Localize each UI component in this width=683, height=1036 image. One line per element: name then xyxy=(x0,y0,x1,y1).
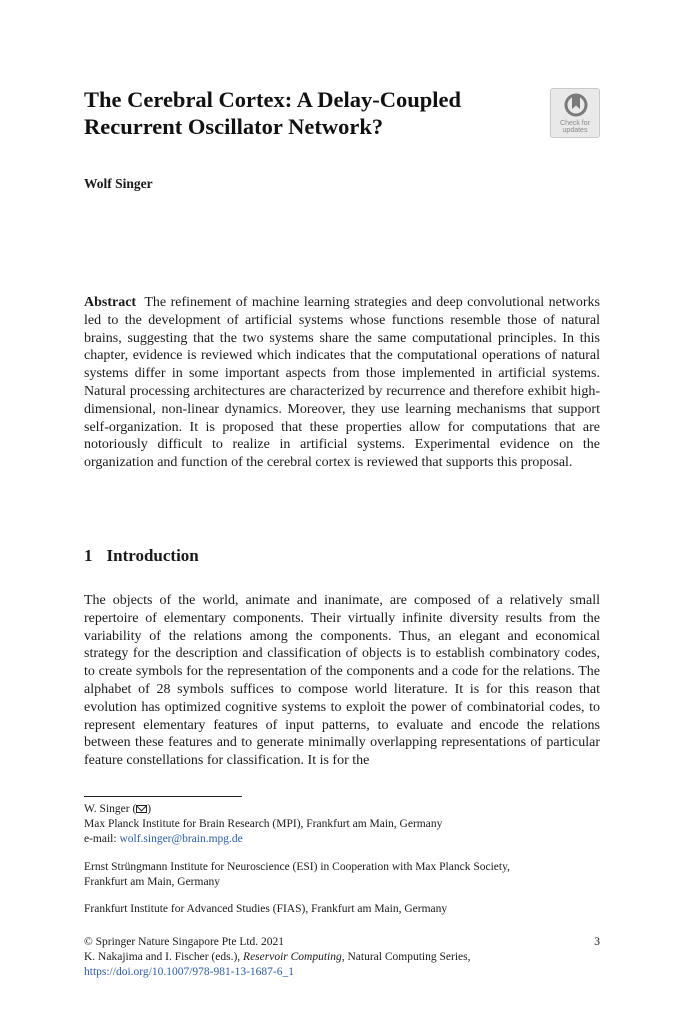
corresponding-author: W. Singer ( xyxy=(84,803,137,815)
corresponding-author-line xyxy=(84,802,604,817)
affiliation-mpi: Max Planck Institute for Brain Research (MPI), Frankfurt am Main, Germany xyxy=(84,817,443,830)
updates-label: updates xyxy=(562,127,588,134)
footnote-divider xyxy=(84,796,242,797)
abstract-label: Abstract xyxy=(84,295,137,310)
doi-link[interactable]: https://doi.org/10.1007/978-981-13-1687-6_1 xyxy=(84,965,294,978)
copyright-line: © Springer Nature Singapore Pte Ltd. 2021 xyxy=(84,936,285,948)
abstract xyxy=(84,294,600,472)
doi-line xyxy=(84,965,470,980)
section-number: 1 xyxy=(84,546,93,565)
series-name: , Natural Computing Series, xyxy=(341,950,471,963)
editors: K. Nakajima and I. Fischer (eds.), xyxy=(84,950,244,963)
email-label: e-mail: xyxy=(84,832,120,845)
email-link[interactable]: wolf.singer@brain.mpg.de xyxy=(119,832,243,845)
affiliation-esi-line2: Frankfurt am Main, Germany xyxy=(84,875,221,888)
affiliation-esi-line1: Ernst Strüngmann Institute for Neuroscience (ESI) in Cooperation with Max Planck Society, xyxy=(84,861,510,873)
book-citation xyxy=(84,950,470,965)
envelope-icon xyxy=(136,805,147,813)
check-for-label: Check for xyxy=(560,120,590,127)
paper-title: The Cerebral Cortex: A Delay-Coupled Recurrent Oscillator Network? xyxy=(84,87,462,139)
section-title: Introduction xyxy=(106,546,199,565)
affiliation-fias: Frankfurt Institute for Advanced Studies (FIAS), Frankfurt am Main, Germany xyxy=(84,903,448,915)
check-for-updates-badge[interactable] xyxy=(550,88,600,138)
page-number: 3 xyxy=(594,936,600,948)
author-name: Wolf Singer xyxy=(84,176,153,191)
corresponding-author-end: ) xyxy=(147,803,152,815)
book-title: Reservoir Computing xyxy=(243,950,342,963)
crossmark-icon xyxy=(563,92,589,118)
footnote-contact xyxy=(84,802,604,846)
copyright-block xyxy=(84,935,470,979)
section-heading xyxy=(84,546,199,566)
introduction-paragraph: The objects of the world, animate and inanimate, are composed of a relatively small repertoire of elementary components. Their virtually infinite diversity results from the variability of the relations among the components. Thus, an elegant and economical strategy for the description and classification of objects is to establish combinatory codes, to create symbols for the representation of the components and a code for the relations. The alphabet of 28 symbols suffices to compose world literature. It is for this reason that evolution has optimized cognitive systems to exploit the power of combinatorial codes, to represent elementary features of input patterns, to evaluate and encode the relations between these features and to generate minimally overlapping representations of particular feature constellations for classification. It is for the xyxy=(84,593,600,769)
abstract-text: The refinement of machine learning strategies and deep convolutional networks led to the development of artificial systems whose functions resemble those of natural brains, suggesting that the two systems share the same computational principles. In this chapter, evidence is reviewed which indicates that the computational operations of natural systems differ in some important aspects from those implemented in artificial systems. Natural processing architectures are characterized by recurrence and therefore exhibit high-dimensional, non-linear dynamics. Moreover, they use learning mechanisms that support self-organization. It is proposed that these properties allow for computations that are notoriously difficult to realize in artificial systems. Experimental evidence on the organization and function of the cerebral cortex is reviewed that supports this proposal. xyxy=(84,295,600,471)
email-line xyxy=(84,832,604,847)
footnote-esi xyxy=(84,860,604,890)
